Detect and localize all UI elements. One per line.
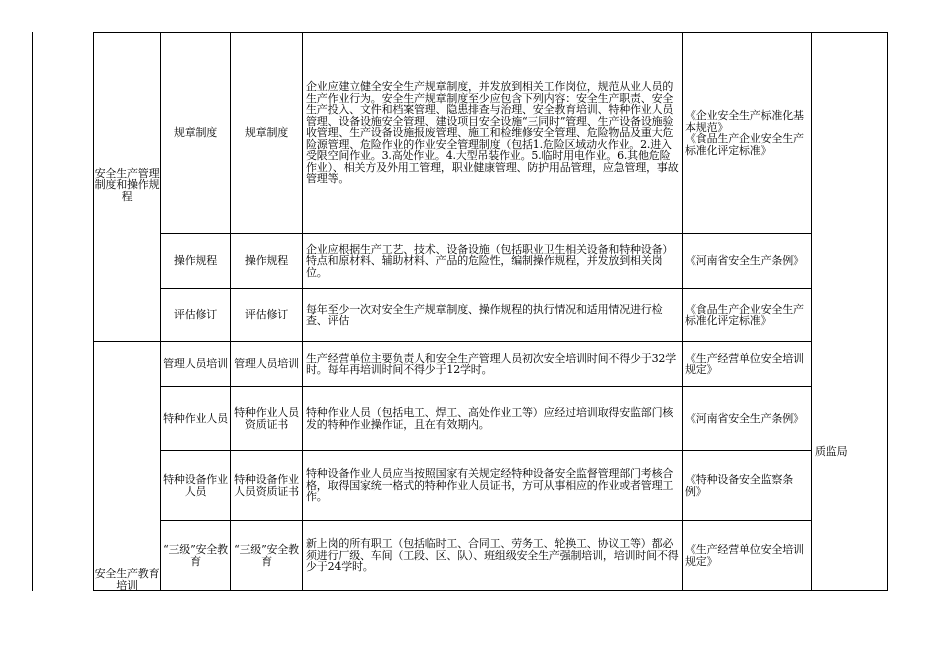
requirement-cell: 企业应建立健全安全生产规章制度，并发放到相关工作岗位，规范从业人员的生产作业行为。安全生产规章制度至少应包含下列内容：安全生产职责、安全生产投入、文件和档案管理、隐患排查与治理、安全教育培训、特种作业人员管理、设备设施安全管理、建设项目安全设施“三同时”管理、生产设备设施验收管理、生产设备设施报废管理、施工和检维修安全管理、危险物品及重大危险源管理、危险作业的作业安全管理制度（包括1.危险区域动火作业。2.进入受限空间作业。3.高处作业。4.大型吊装作业。5.临时用电作业。6.其他危险作业）、相关方及外用工管理，职业健康管理、防护用品管理，应急管理，事故管理等。: [306, 80, 679, 186]
subitem-cell: 评估修订: [244, 308, 289, 322]
requirement-cell: 每年至少一次对安全生产规章制度、操作规程的执行情况和适用情况进行检查、评估: [306, 302, 663, 327]
requirement-cell: 企业应根据生产工艺、技术、设备设施（包括职业卫生相关设备和特种设备）特点和原材料、辅助材料、产品的危险性，编制操作规程，并发放到相关岗位。: [306, 242, 674, 279]
outer-left-border: [32, 32, 33, 591]
outer-right-border: [887, 32, 888, 591]
subitem-cell: 操作规程: [244, 254, 289, 268]
item-cell: 特种作业人员: [163, 411, 228, 425]
item-cell: “三级”安全教育: [163, 543, 228, 568]
subitem-cell: “三级”安全教育: [234, 543, 299, 568]
basis-cell: 《特种设备安全监察条例》: [685, 473, 793, 498]
basis-cell: 《河南省安全生产条例》: [685, 411, 804, 425]
department-cell: 质监局: [815, 445, 848, 459]
basis-cell: 《食品生产企业安全生产标准化评定标准》: [685, 302, 804, 327]
category-cell: 安全生产教育培训: [94, 568, 160, 590]
requirement-cell: 特种作业人员（包括电工、焊工、高处作业工等）应经过培训取得安监部门核发的特种作业操作证，且在有效期内。: [306, 406, 674, 431]
subitem-cell: 特种作业人员资质证书: [234, 406, 299, 431]
item-cell: 特种设备作业人员: [163, 473, 228, 498]
column-divider: [302, 32, 303, 591]
bottom-border: [93, 590, 888, 591]
requirement-cell: 生产经营单位主要负责人和安全生产管理人员初次安全培训时间不得少于32学时。每年再培训时间不得少于12学时。: [306, 351, 676, 376]
column-divider: [682, 32, 683, 591]
column-divider: [93, 32, 94, 591]
requirement-cell: 特种设备作业人员应当按照国家有关规定经特种设备安全监督管理部门考核合格，取得国家统一格式的特种作业人员证书，方可从事相应的作业或者管理工作。: [306, 467, 674, 504]
item-cell: 操作规程: [173, 254, 218, 268]
subitem-cell: 规章制度: [244, 126, 289, 140]
category-cell: 安全生产管理制度和操作规程: [94, 166, 160, 203]
item-cell: 评估修订: [173, 308, 218, 322]
basis-cell: 《生产经营单位安全培训规定》: [685, 543, 804, 568]
requirement-cell: 新上岗的所有职工（包括临时工、合同工、劳务工、轮换工、协议工等）都必须进行厂级、车间（工段、区、队）、班组级安全生产强制培训，培训时间不得少于24学时。: [306, 537, 679, 574]
item-cell: 规章制度: [173, 126, 218, 140]
basis-cell: 《企业安全生产标准化基本规范》 《食品生产企业安全生产标准化评定标准》: [685, 109, 804, 157]
basis-cell: 《河南省安全生产条例》: [685, 254, 804, 268]
item-cell: 管理人员培训: [163, 357, 228, 371]
basis-cell: 《生产经营单位安全培训规定》: [685, 351, 804, 376]
column-divider: [811, 32, 812, 591]
subitem-cell: 特种设备作业人员资质证书: [234, 473, 299, 498]
subitem-cell: 管理人员培训: [234, 357, 299, 371]
